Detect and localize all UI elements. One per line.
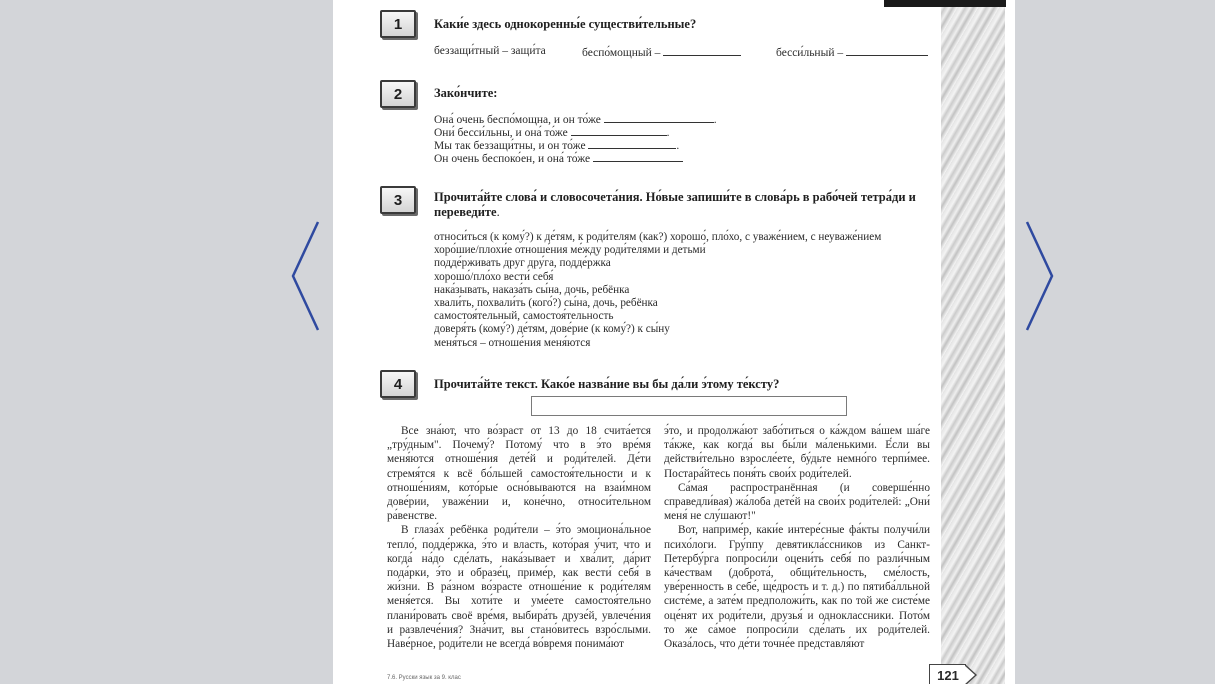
task2-line-4-text: Он очень беспоко́ен, и она́ то́же: [434, 153, 591, 165]
chevron-right-icon: [1025, 220, 1055, 332]
page-number: 121: [929, 664, 966, 684]
task-number-4: 4: [380, 370, 416, 398]
task3-item: хвали́ть, похвали́ть (кого́?) сы́на, дочь, ребёнка: [434, 297, 658, 310]
text-column-left: [387, 424, 651, 651]
task2-line-1-text: Она́ очень беспо́мощна, и он то́же: [434, 114, 601, 126]
paragraph: В глаза́х ребёнка роди́тели – э́то эмоциона́льное тепло́, подде́ржка, э́то и власть, кото́рая у́чит, что и когда́ на́до сде́лать, нака́зывает и хва́лит, да́рит пода́рки, э́то и образе́ц, приме́р, как вести́ себя́ в жи́зни. В ра́зном во́зрасте отноше́ние к роди́телям меня́ется. Вы хоти́те и уме́ете самостоя́тельно плани́ровать своё вре́мя, выбира́ть друзе́й, увлече́ния и развлече́ния? Зна́чит, вы стано́витесь взро́слыми. Наве́рное, роди́тели не всегда́ во́время понима́ют: [387, 524, 651, 651]
task4-title: Прочита́йте текст. Како́е назва́ние вы бы да́ли э́тому те́ксту?: [434, 377, 780, 391]
task3-item: самостоя́тельный, самостоя́тельность: [434, 310, 614, 323]
task2-line-1: Она́ очень беспо́мощна, и он то́же .: [434, 114, 717, 126]
task3-item: относи́ться (к кому́?) к де́тям, к роди́телям (как?) хорошо́, пло́хо, с уваже́нием, с неуваже́нием: [434, 231, 882, 243]
task3-item: меня́ться – отноше́ния меня́ются: [434, 336, 591, 349]
task3-item: нака́зывать, наказа́ть сы́на, дочь, ребёнка: [434, 283, 630, 296]
task1-blank-2[interactable]: [846, 45, 928, 56]
task3-item: доверя́ть (кому́?) де́тям, дове́рие (к кому́?) к сы́ну: [434, 323, 670, 336]
decorative-stripe: [941, 0, 1005, 684]
paragraph: Все зна́ют, что во́зраст от 13 до 18 счита́ется „тру́дным". Почему́? Потому́ что в э́то вре́мя меня́ются отноше́ния дете́й и роди́телей. Де́ти стремя́тся к всё бо́льшей самостоя́тельности и к отноше́ниям, кото́рые осно́вываются на взаи́мном дове́рии, уваже́нии и, коне́чно, относи́тельном ра́венстве.: [387, 425, 651, 523]
textbook-page: [333, 0, 1015, 684]
task2-line-2-text: Они́ бесси́льны, и она́ то́же: [434, 127, 568, 139]
task1-title: Каки́е здесь однокоренны́е существи́тельные?: [434, 17, 697, 31]
task-number-1: 1: [380, 10, 416, 38]
task3-title-text: Прочита́йте слова́ и словосочета́ния. Но́вые запиши́те в слова́рь в рабо́чей тетра́ди и переведи́те: [434, 190, 916, 219]
task2-blank-3[interactable]: [588, 138, 676, 149]
task1-pair-3-word: бесси́льный –: [776, 47, 844, 59]
task1-pair-3: [776, 45, 928, 59]
task2-blank-4[interactable]: [593, 151, 683, 162]
task1-blank-1[interactable]: [663, 45, 741, 56]
task2-line-3-text: Мы так беззащи́тны, и он то́же: [434, 140, 586, 152]
text-column-right: [664, 424, 930, 651]
task1-pair-2: [582, 45, 741, 59]
paragraph: Са́мая распространённая (и соверше́нно справедли́вая) жа́лоба дете́й на свои́х роди́телей: „Они́ меня́ не слу́шают!": [664, 481, 930, 523]
task3-item: хоро́шие/плохи́е отноше́ния ме́жду роди́телями и детьми́: [434, 244, 706, 257]
task2-blank-2[interactable]: [571, 125, 667, 136]
task2-blank-1[interactable]: [604, 112, 714, 123]
task-number-2: 2: [380, 80, 416, 108]
task2-title: Зако́нчите:: [434, 86, 498, 100]
task2-line-2: Они́ бесси́льны, и она́ то́же .: [434, 127, 670, 139]
paragraph: э́то, и продолжа́ют забо́титься о ка́ждом ва́шем ша́ге та́кже, как когда́ вы бы́ли ма́ленькими. Е́сли вы действи́тельно взросле́ете, бу́дьте немно́го терпи́мее. Постара́йтесь поня́ть свои́х роди́телей.: [664, 425, 930, 480]
footnote: 7.6. Русски язык за 9. клас: [387, 675, 461, 681]
task-number-3: 3: [380, 186, 416, 214]
previous-page-arrow[interactable]: [290, 220, 320, 332]
task3-word-list: [434, 231, 881, 350]
task1-pair-2-word: беспо́мощный –: [582, 47, 661, 59]
task2-line-4: [434, 151, 683, 165]
task3-title-period: .: [496, 205, 500, 219]
paragraph: Вот, наприме́р, каки́е интере́сные фа́кты получи́ли психо́логи. Гру́ппу девятикла́ссников из Санкт-Петербу́рга попроси́ли оцени́ть себя́ по разли́чным ка́чествам (доброта́, общи́тельность, сме́лость, уве́ренность в себе́, ще́дрость и т. д.) по пятиба́лльной систе́ме, а зате́м предположи́ть, как по той же систе́ме оце́нят их роди́тели, друзья́ и одноклассники. Пото́м то же са́мое попроси́ли сде́лать их роди́телей. Оказа́лось, что де́ти точне́е представля́ют: [664, 524, 930, 651]
next-page-arrow[interactable]: [1025, 220, 1055, 332]
task1-example-pair: беззащи́тный – защи́та: [434, 45, 546, 57]
task3-item: подде́рживать друг дру́га, подде́ржка: [434, 257, 611, 270]
decorative-top-bar: [884, 0, 1006, 7]
chevron-left-icon: [290, 220, 320, 332]
task3-item: хорошо́/пло́хо вести́ себя́: [434, 270, 554, 283]
page-number-tab: [965, 664, 977, 684]
task3-title: [434, 190, 932, 220]
task2-line-3: Мы так беззащи́тны, и он то́же .: [434, 140, 680, 152]
title-answer-box[interactable]: [531, 396, 847, 416]
